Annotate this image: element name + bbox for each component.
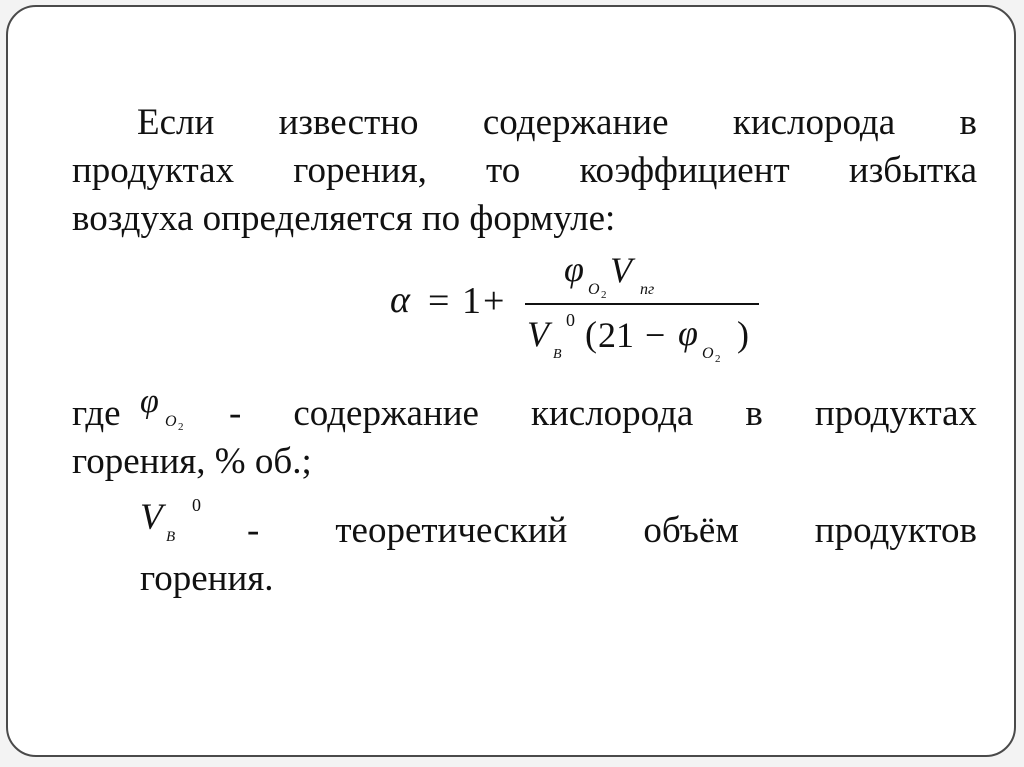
denominator-21: 21	[598, 315, 634, 355]
paragraph-line-2: продуктах горения, то коэффициент избытка	[72, 150, 977, 191]
denominator-open-paren: (	[585, 314, 597, 354]
definition-volume-text: - теоретический объём продуктов	[247, 510, 977, 551]
definition-phi-subscript-index: 2	[178, 421, 184, 433]
formula-plus: +	[483, 280, 505, 322]
definition-oxygen-continuation: горения, % об.;	[72, 441, 312, 482]
numerator-v-subscript: пг	[640, 281, 655, 298]
denominator-phi-subscript-index: 2	[715, 353, 721, 365]
definition-volume-continuation: горения.	[140, 558, 274, 599]
definition-lead-word: где	[72, 393, 121, 434]
denominator-phi: φ	[678, 313, 698, 353]
formula-one: 1	[462, 280, 481, 322]
definition-v-subscript: B	[166, 529, 176, 545]
numerator-phi: φ	[564, 249, 584, 289]
formula-alpha: α	[390, 279, 410, 321]
denominator-v-superscript: 0	[566, 310, 575, 330]
denominator-minus: −	[645, 315, 666, 355]
definition-v-superscript: 0	[192, 495, 201, 515]
formula-equals: =	[428, 280, 450, 322]
numerator-v: V	[610, 250, 632, 290]
numerator-phi-subscript-index: 2	[601, 289, 607, 301]
denominator-phi-subscript: O	[702, 345, 714, 362]
denominator-v-subscript: B	[553, 347, 562, 362]
numerator-phi-subscript: O	[588, 281, 600, 298]
fraction-bar	[525, 303, 759, 305]
definition-v-symbol: V	[140, 497, 163, 538]
definition-oxygen-text: - содержание кислорода в продуктах	[229, 393, 977, 434]
denominator-close-paren: )	[737, 314, 749, 354]
paragraph-line-1: Если известно содержание кислорода в	[137, 102, 977, 143]
paragraph-line-3: воздуха определяется по формуле:	[72, 198, 616, 239]
denominator-v: V	[527, 314, 549, 354]
definition-phi-subscript: O	[165, 413, 177, 430]
definition-phi-symbol: φ	[140, 383, 159, 420]
